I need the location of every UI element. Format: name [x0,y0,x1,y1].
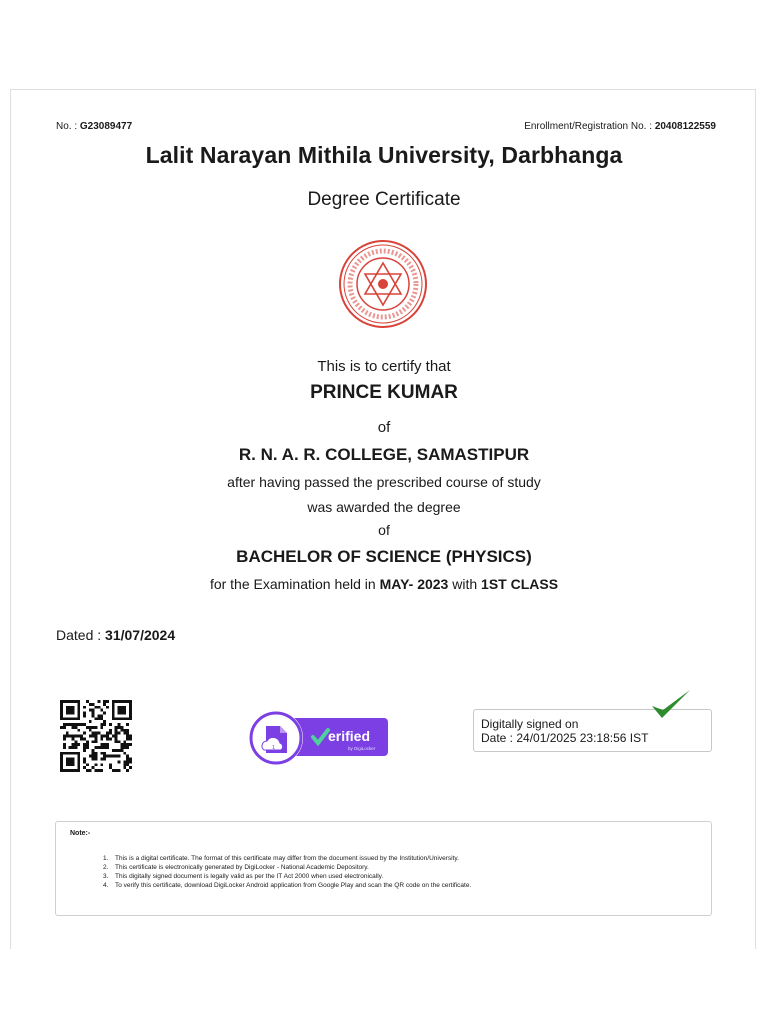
of-line-2: of [378,522,390,538]
note-item: 1. This is a digital certificate. The format of this certificate may differ from the document issued by the Institution/University. [103,855,459,862]
notes-list [103,854,471,890]
note-item: 4. To verify this certificate, download DigiLocker Android application from Google Play and scan the QR code on the certificate. [103,882,472,889]
student-name: PRINCE KUMAR [310,382,458,403]
examination-line: for the Examination held in MAY- 2023 with 1ST CLASS [209,576,559,592]
certificate-page [10,89,756,949]
course-line: after having passed the prescribed course of study [227,474,541,490]
certify-line: This is to certify that [317,358,451,375]
notes-title: Note:- [70,830,91,837]
note-item: 2. This certificate is electronically generated by DigiLocker - National Academic Depository. [103,864,369,871]
university-seal [338,239,428,329]
check-icon [648,688,692,722]
degree-name: BACHELOR OF SCIENCE (PHYSICS) [236,547,532,566]
signed-date: Date : 24/01/2025 23:18:56 IST [481,731,649,745]
enrollment-number: Enrollment/Registration No. : 20408122559 [524,121,716,132]
certificate-number: No. : G23089477 [56,121,133,132]
svg-text:1: 1 [272,745,276,751]
verified-badge-text: erified [328,728,371,744]
college-name: R. N. A. R. COLLEGE, SAMASTIPUR [238,445,530,464]
note-item: 3. This digitally signed document is legally valid as per the IT Act 2000 when used electronically. [103,873,384,880]
of-line-1: of [377,419,391,436]
notes-box [55,821,712,916]
issue-date: Dated : 31/07/2024 [56,627,176,643]
document-title: Degree Certificate [307,189,461,210]
qr-code[interactable] [58,700,134,772]
awarded-line: was awarded the degree [307,499,461,515]
signed-on-label: Digitally signed on [481,717,579,731]
university-name: Lalit Narayan Mithila University, Darbhanga [145,142,623,168]
verified-badge-subtext: by DigiLocker [348,746,376,751]
verified-badge-icon [248,710,390,766]
